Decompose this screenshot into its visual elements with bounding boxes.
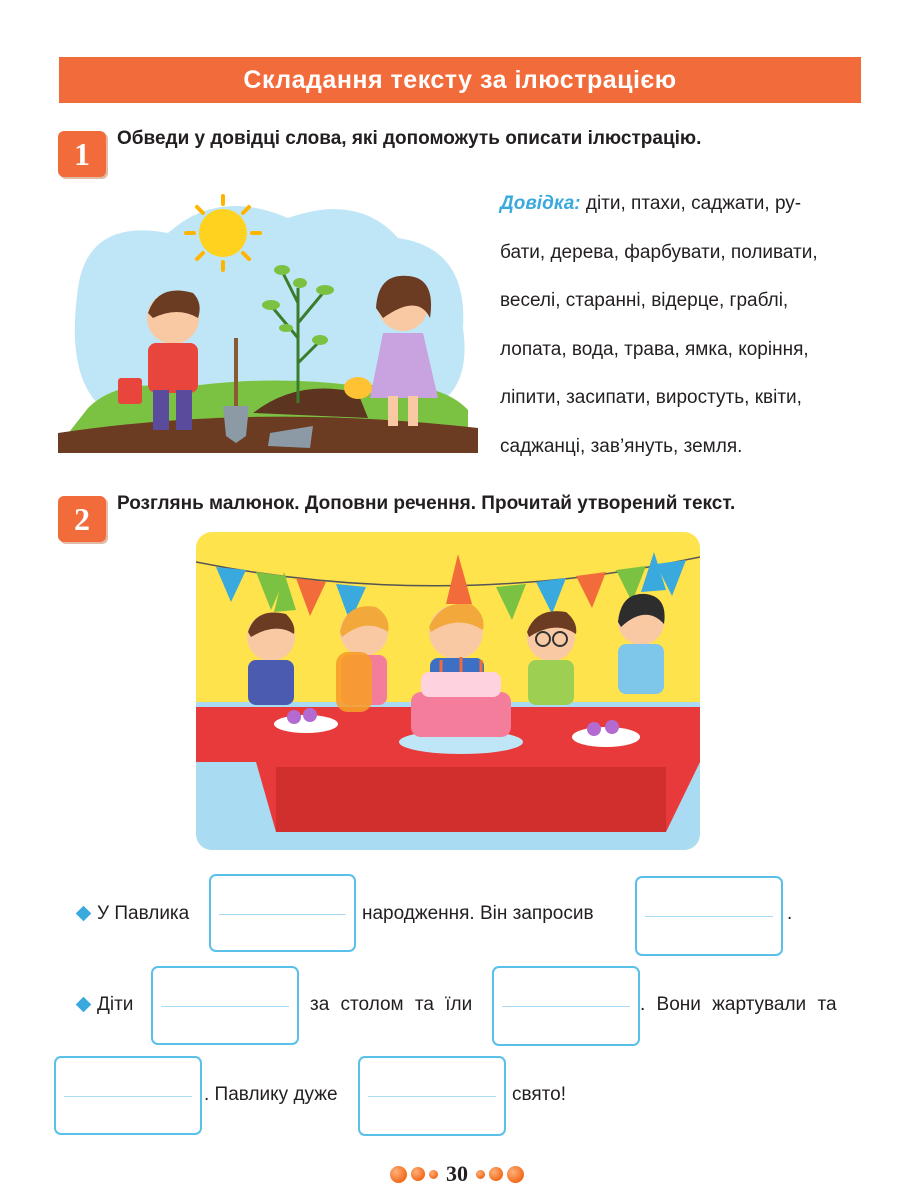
dot-icon [429,1170,438,1179]
sentence-2-part-3: . Вони жартували та [640,994,837,1015]
sentence-2-part-1: Діти [97,994,134,1015]
watering-can-icon [344,377,372,399]
sentence-3-part-1: . Павлику дуже [204,1084,338,1105]
sentence-1-part-1: У Павлика [97,903,190,924]
section-title: Складання тексту за ілюстрацією [243,65,677,94]
page-number: 30 [446,1161,468,1186]
birthday-party-illustration [196,532,700,850]
reference-box [500,180,860,471]
dot-icon [390,1166,407,1183]
task-1-instruction: Обведи у довідці слова, які допоможуть описати ілюстрацію. [117,128,702,149]
dot-icon [411,1167,425,1181]
bullet-diamond-icon [76,997,92,1013]
answer-box-2[interactable] [635,876,783,956]
task-2-number-badge: 2 [58,496,106,542]
answer-box-3[interactable] [151,966,299,1045]
reference-line-3: веселі, старанні, відерце, граблі, [500,290,789,311]
page-number-footer [382,1158,532,1190]
answer-box-5[interactable] [54,1056,202,1135]
reference-label: Довідка: [500,193,581,214]
dot-icon [476,1170,485,1179]
task-1-number-badge: 1 [58,131,106,177]
sentence-3-part-2: свято! [512,1084,567,1105]
answer-box-6[interactable] [358,1056,506,1136]
section-title-banner [59,57,861,103]
answer-box-4[interactable] [492,966,640,1046]
reference-line-6: саджанці, зав’януть, земля. [500,435,743,457]
reference-line-2: бати, дерева, фарбувати, поливати, [500,241,818,263]
planting-tree-illustration [58,178,478,453]
dot-icon [507,1166,524,1183]
task-2-instruction: Розглянь малюнок. Доповни речення. Прочитай утворений текст. [117,493,736,514]
bullet-diamond-icon [76,906,92,922]
sentence-1-part-3: . [787,903,793,924]
reference-line-5: ліпити, засипати, виростуть, квіти, [500,387,802,408]
dot-icon [489,1167,503,1181]
sentence-2-part-2: за столом та їли [310,994,473,1015]
juice-jug-icon [336,652,372,712]
reference-line-4: лопата, вода, трава, ямка, коріння, [500,338,809,360]
reference-line-1: діти, птахи, саджати, ру- [585,193,802,214]
answer-box-1[interactable] [209,874,356,952]
sentence-1-part-2: народження. Він запросив [362,903,594,924]
